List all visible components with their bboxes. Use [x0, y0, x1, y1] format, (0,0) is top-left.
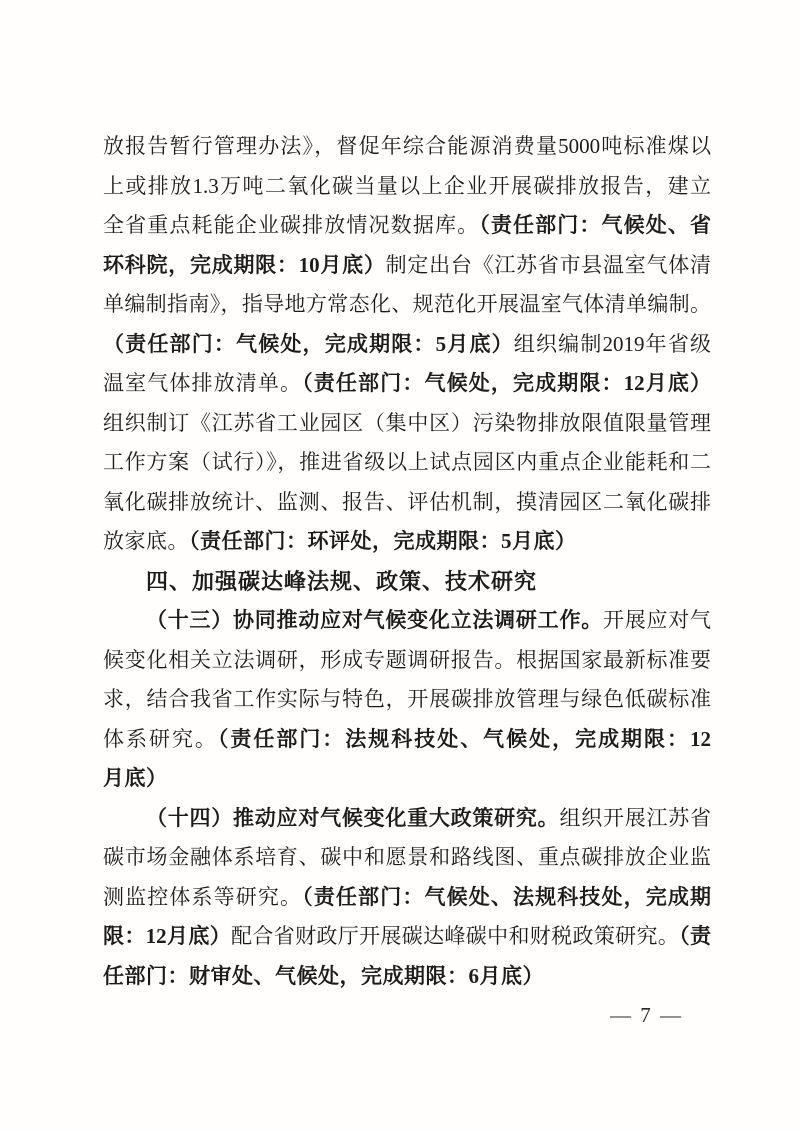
text-segment: （责任部门：环评处，完成期限：5月底） [189, 529, 577, 553]
text-line [103, 759, 711, 799]
text-segment: 候变化相关立法调研，形成专题调研报告。根据国家最新标准要 [103, 647, 711, 672]
text-line [103, 206, 711, 246]
text-segment: 限：12月底） [103, 924, 232, 948]
text-segment: （十三）协同推动应对气候变化立法调研工作。 [146, 608, 603, 632]
text-segment: （责任部门：气候处，完成期限：5月底） [103, 331, 514, 356]
text-segment: 组织编制2019年省级 [513, 331, 712, 356]
text-segment: 组织开展江苏省 [559, 805, 712, 830]
text-segment: （责任部门：气候处、省 [479, 213, 711, 237]
text-segment: 工作方案（试行）》，推进省级以上试点园区内重点企业能耗和二 [103, 450, 711, 474]
text-line [103, 680, 711, 720]
text-line [103, 167, 711, 207]
text-segment: 制定出台《江苏省市县温室气体清 [385, 252, 712, 277]
text-segment: 测监控体系等研究。 [103, 884, 303, 909]
text-line [103, 443, 711, 483]
text-line [103, 325, 711, 365]
text-segment: 温室气体排放清单。 [103, 371, 303, 395]
text-segment: 配合省财政厅开展碳达峰碳中和财税政策研究。 [231, 924, 680, 948]
text-segment: （十四）推动应对气候变化重大政策研究。 [146, 805, 560, 830]
text-segment: 氧化碳排放统计、监测、报告、评估机制，摸清园区二氧化碳排 [103, 489, 711, 514]
text-segment: 放家底。 [103, 529, 189, 553]
text-line [103, 522, 711, 562]
text-line [103, 601, 711, 641]
text-segment: 月底） [103, 766, 168, 790]
text-line [103, 799, 711, 839]
document-body [103, 127, 711, 996]
text-segment: 四、加强碳达峰法规、政策、技术研究 [146, 568, 538, 594]
text-segment: 任部门：财审处、气候处，完成期限：6月底） [103, 963, 544, 988]
text-line [103, 878, 711, 918]
text-line [103, 957, 711, 997]
text-line [103, 483, 711, 523]
text-segment: 全省重点耗能企业碳排放情况数据库。 [103, 213, 480, 237]
text-line [103, 838, 711, 878]
text-line [103, 364, 711, 404]
text-line [103, 641, 711, 681]
text-segment: （责 [679, 924, 712, 948]
text-segment: 碳市场金融体系培育、碳中和愿景和路线图、重点碳排放企业监 [103, 845, 711, 869]
text-line [103, 127, 711, 167]
text-line [103, 404, 711, 444]
text-segment: 求，结合我省工作实际与特色，开展碳排放管理与绿色低碳标准 [103, 687, 711, 711]
text-segment: 单编制指南》，指导地方常态化、规范化开展温室气体清单编制。 [103, 292, 711, 316]
text-segment: 体系研究。 [103, 726, 218, 751]
text-line [103, 720, 711, 760]
section-heading [103, 562, 711, 602]
page-number: — 7 — [610, 1003, 683, 1027]
text-line [103, 246, 711, 286]
text-segment: （责任部门：气候处、法规科技处，完成期 [302, 884, 712, 909]
text-segment: 放报告暂行管理办法》，督促年综合能源消费量5000吨标准煤以 [103, 134, 711, 158]
text-segment: 组织制订《江苏省工业园区（集中区）污染物排放限值限量管理 [103, 410, 711, 435]
text-segment: 环科院，完成期限：10月底） [103, 252, 386, 277]
text-segment: （责任部门：法规科技处、气候处，完成期限：12 [217, 726, 712, 751]
text-line [103, 917, 711, 957]
text-segment: 开展应对气 [602, 608, 712, 632]
text-line [103, 285, 711, 325]
text-segment: （责任部门：气候处，完成期限：12月底） [302, 371, 712, 395]
text-segment: 上或排放1.3万吨二氧化碳当量以上企业开展碳排放报告，建立 [103, 173, 711, 198]
